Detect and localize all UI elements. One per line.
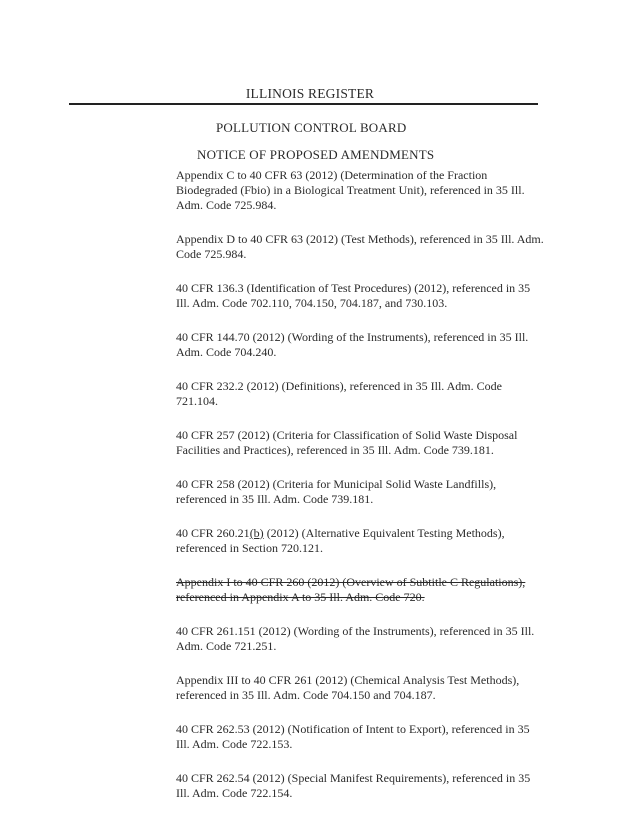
- entry-text-before: 40 CFR 260.21: [176, 526, 250, 540]
- reference-entry-amended: [176, 526, 546, 556]
- entry-text-after: (2012) (Alternative Equivalent Testing Methods), referenced in Section 720.121.: [176, 526, 505, 555]
- notice-title: NOTICE OF PROPOSED AMENDMENTS: [197, 147, 435, 162]
- register-title: ILLINOIS REGISTER: [245, 86, 375, 101]
- reference-entry: Appendix C to 40 CFR 63 (2012) (Determination of the Fraction Biodegraded (Fbio) in a Biological Treatment Unit), referenced in 35 Ill. Adm. Code 725.984.: [176, 168, 525, 212]
- reference-entry: 40 CFR 258 (2012) (Criteria for Municipal Solid Waste Landfills), referenced in 35 Ill. Adm. Code 739.181.: [176, 477, 497, 506]
- reference-entry: 40 CFR 144.70 (2012) (Wording of the Instruments), referenced in 35 Ill. Adm. Code 704.240.: [176, 330, 529, 359]
- reference-entry: 40 CFR 262.53 (2012) (Notification of Intent to Export), referenced in 35 Ill. Adm. Code 722.153.: [176, 722, 530, 751]
- reference-entry: 40 CFR 232.2 (2012) (Definitions), referenced in 35 Ill. Adm. Code 721.104.: [176, 379, 502, 408]
- header-rule: [69, 103, 538, 105]
- reference-entry: 40 CFR 262.54 (2012) (Special Manifest Requirements), referenced in 35 Ill. Adm. Code 722.154.: [176, 771, 531, 800]
- reference-list: [176, 168, 546, 820]
- reference-entry: 40 CFR 136.3 (Identification of Test Procedures) (2012), referenced in 35 Ill. Adm. Code 702.110, 704.150, 704.187, and 730.103.: [176, 281, 531, 310]
- reference-entry: 40 CFR 261.151 (2012) (Wording of the Instruments), referenced in 35 Ill. Adm. Code 721.251.: [176, 624, 535, 653]
- reference-entry: 40 CFR 257 (2012) (Criteria for Classification of Solid Waste Disposal Facilities and Practices), referenced in 35 Ill. Adm. Code 739.181.: [176, 428, 518, 457]
- reference-entry: Appendix D to 40 CFR 63 (2012) (Test Methods), referenced in 35 Ill. Adm. Code 725.984.: [176, 232, 544, 261]
- board-title: POLLUTION CONTROL BOARD: [216, 120, 407, 135]
- inserted-text: (b): [249, 526, 264, 540]
- reference-entry: Appendix III to 40 CFR 261 (2012) (Chemical Analysis Test Methods), referenced in 35 Ill. Adm. Code 704.150 and 704.187.: [176, 673, 520, 702]
- deleted-reference-entry: Appendix I to 40 CFR 260 (2012) (Overview of Subtitle C Regulations), referenced in Appendix A to 35 Ill. Adm. Code 720.: [176, 575, 526, 604]
